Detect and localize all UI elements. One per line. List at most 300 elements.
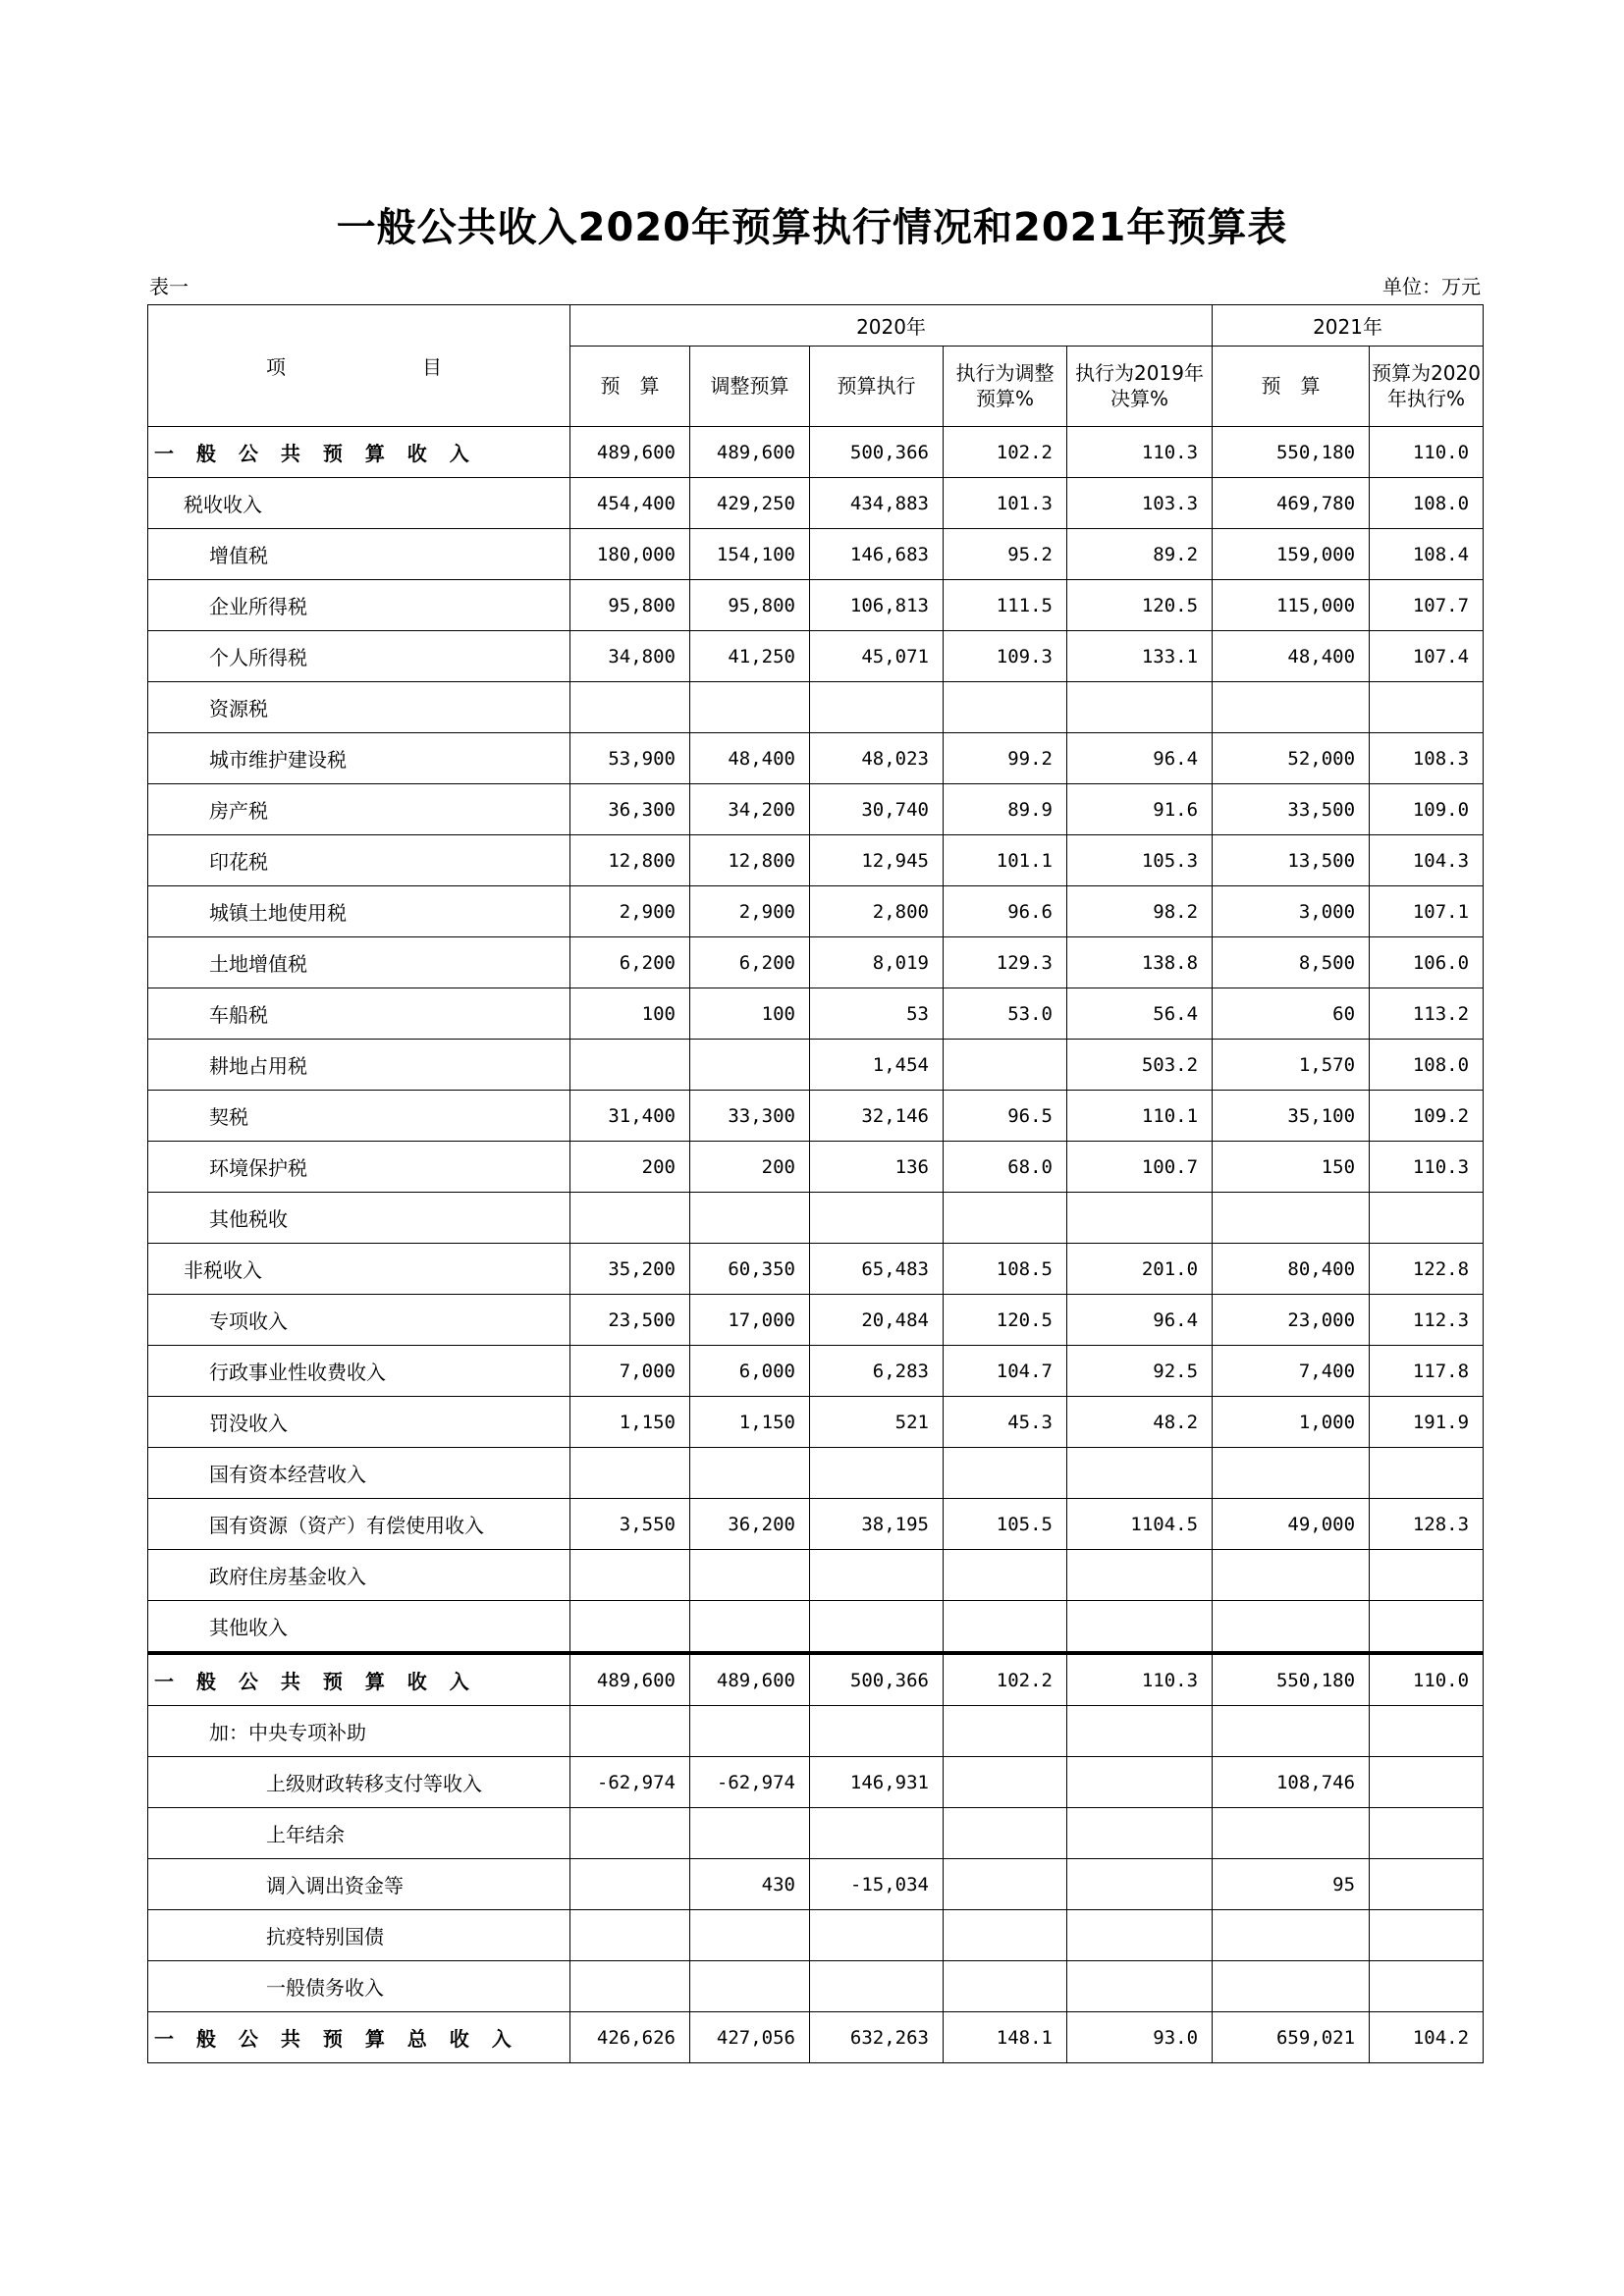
row-label: 车船税 [148, 988, 570, 1040]
cell-value: 91.6 [1067, 784, 1213, 835]
cell-value [1067, 682, 1213, 733]
table-row [148, 1550, 1484, 1601]
cell-value [1067, 1448, 1213, 1499]
table-row [148, 478, 1484, 529]
cell-value: 1104.5 [1067, 1499, 1213, 1550]
cell-value [810, 1961, 944, 2012]
cell-value [1213, 1808, 1370, 1859]
cell-value: 2,900 [690, 886, 810, 937]
cell-value [810, 682, 944, 733]
row-label: 资源税 [148, 682, 570, 733]
row-label: 契税 [148, 1091, 570, 1142]
cell-value: 454,400 [570, 478, 690, 529]
cell-value: 6,200 [570, 937, 690, 988]
cell-value: 7,000 [570, 1346, 690, 1397]
table-row [148, 1448, 1484, 1499]
cell-value: 110.3 [1067, 427, 1213, 478]
cell-value: 8,019 [810, 937, 944, 988]
cell-value: 180,000 [570, 529, 690, 580]
cell-value [1370, 1706, 1484, 1757]
cell-value [1213, 1961, 1370, 2012]
column-header-5: 执行为2019年 决算% [1067, 346, 1213, 426]
table-row [148, 682, 1484, 733]
cell-value: 89.2 [1067, 529, 1213, 580]
cell-value: 68.0 [944, 1142, 1067, 1193]
cell-value: 20,484 [810, 1295, 944, 1346]
cell-value [944, 1550, 1067, 1601]
cell-value [1067, 1550, 1213, 1601]
cell-value: 489,600 [570, 427, 690, 478]
table-row [148, 1961, 1484, 2012]
cell-value [944, 1448, 1067, 1499]
cell-value: 133.1 [1067, 631, 1213, 682]
cell-value [570, 682, 690, 733]
page-title: 一般公共收入2020年预算执行情况和2021年预算表 [336, 205, 1288, 250]
cell-value: 56.4 [1067, 988, 1213, 1040]
cell-value: 38,195 [810, 1499, 944, 1550]
cell-value [1370, 1910, 1484, 1961]
table-row [148, 886, 1484, 937]
cell-value: 48,400 [1213, 631, 1370, 682]
cell-value: 100 [570, 988, 690, 1040]
cell-value [1213, 1448, 1370, 1499]
cell-value: 36,300 [570, 784, 690, 835]
cell-value: 659,021 [1213, 2012, 1370, 2063]
cell-value: 93.0 [1067, 2012, 1213, 2063]
table-row [148, 631, 1484, 682]
row-label: 其他税收 [148, 1193, 570, 1244]
cell-value: 98.2 [1067, 886, 1213, 937]
cell-value: 150 [1213, 1142, 1370, 1193]
row-label: 城镇土地使用税 [148, 886, 570, 937]
row-label: 行政事业性收费收入 [148, 1346, 570, 1397]
header-item [148, 305, 570, 427]
cell-value: 36,200 [690, 1499, 810, 1550]
cell-value: 2,800 [810, 886, 944, 937]
row-label: 印花税 [148, 835, 570, 886]
cell-value: 95,800 [570, 580, 690, 631]
cell-value [690, 1910, 810, 1961]
cell-value [1067, 1859, 1213, 1910]
table-row [148, 1040, 1484, 1091]
row-label: 调入调出资金等 [148, 1859, 570, 1910]
cell-value [690, 1193, 810, 1244]
cell-value: 3,550 [570, 1499, 690, 1550]
cell-value: 108.3 [1370, 733, 1484, 784]
cell-value: 53 [810, 988, 944, 1040]
row-label: 非税收入 [148, 1244, 570, 1295]
cell-value: 434,883 [810, 478, 944, 529]
cell-value: 17,000 [690, 1295, 810, 1346]
cell-value: 53,900 [570, 733, 690, 784]
cell-value [690, 1706, 810, 1757]
cell-value: 2,900 [570, 886, 690, 937]
header-group-2021: 2021年 [1213, 305, 1484, 347]
cell-value [690, 682, 810, 733]
cell-value: 200 [690, 1142, 810, 1193]
cell-value: 109.2 [1370, 1091, 1484, 1142]
cell-value: 12,945 [810, 835, 944, 886]
table-row [148, 529, 1484, 580]
row-label: 国有资本经营收入 [148, 1448, 570, 1499]
table-row [148, 1757, 1484, 1808]
cell-value [944, 1859, 1067, 1910]
cell-value: 106,813 [810, 580, 944, 631]
cell-value: 103.3 [1067, 478, 1213, 529]
cell-value [1067, 1910, 1213, 1961]
cell-value: 33,300 [690, 1091, 810, 1142]
cell-value: 8,500 [1213, 937, 1370, 988]
cell-value: 120.5 [1067, 580, 1213, 631]
cell-value: -62,974 [690, 1757, 810, 1808]
cell-value: 201.0 [1067, 1244, 1213, 1295]
cell-value [944, 1961, 1067, 2012]
cell-value: 112.3 [1370, 1295, 1484, 1346]
cell-value: 108.5 [944, 1244, 1067, 1295]
cell-value: 1,150 [690, 1397, 810, 1448]
header-group-2020: 2020年 [570, 305, 1213, 347]
cell-value: 159,000 [1213, 529, 1370, 580]
cell-value [944, 1910, 1067, 1961]
cell-value: 6,000 [690, 1346, 810, 1397]
cell-value: 1,150 [570, 1397, 690, 1448]
cell-value: 500,366 [810, 427, 944, 478]
cell-value [570, 1448, 690, 1499]
cell-value [1370, 1550, 1484, 1601]
cell-value: 427,056 [690, 2012, 810, 2063]
cell-value: 146,683 [810, 529, 944, 580]
cell-value: 148.1 [944, 2012, 1067, 2063]
cell-value: 108.0 [1370, 1040, 1484, 1091]
cell-value [1370, 1448, 1484, 1499]
cell-value: -62,974 [570, 1757, 690, 1808]
table-row [148, 835, 1484, 886]
cell-value: 31,400 [570, 1091, 690, 1142]
cell-value: 96.5 [944, 1091, 1067, 1142]
cell-value: 138.8 [1067, 937, 1213, 988]
table-row [148, 1244, 1484, 1295]
cell-value: 12,800 [570, 835, 690, 886]
cell-value [570, 1550, 690, 1601]
cell-value: 102.2 [944, 427, 1067, 478]
cell-value: 108.0 [1370, 478, 1484, 529]
row-label: 一般债务收入 [148, 1961, 570, 2012]
cell-value [1370, 1601, 1484, 1654]
table-row [148, 1706, 1484, 1757]
cell-value: 110.1 [1067, 1091, 1213, 1142]
cell-value [1370, 1757, 1484, 1808]
cell-value: 120.5 [944, 1295, 1067, 1346]
cell-value [1213, 1910, 1370, 1961]
cell-value [690, 1961, 810, 2012]
cell-value: 108,746 [1213, 1757, 1370, 1808]
cell-value: 41,250 [690, 631, 810, 682]
cell-value: -15,034 [810, 1859, 944, 1910]
table-row [148, 2012, 1484, 2063]
cell-value: 101.1 [944, 835, 1067, 886]
cell-value [810, 1550, 944, 1601]
cell-value: 111.5 [944, 580, 1067, 631]
cell-value: 1,454 [810, 1040, 944, 1091]
cell-value: 96.4 [1067, 1295, 1213, 1346]
table-row [148, 1295, 1484, 1346]
row-label: 罚没收入 [148, 1397, 570, 1448]
cell-value: 136 [810, 1142, 944, 1193]
row-label: 加：中央专项补助 [148, 1706, 570, 1757]
cell-value: 34,200 [690, 784, 810, 835]
cell-value: 6,283 [810, 1346, 944, 1397]
cell-value: 500,366 [810, 1653, 944, 1706]
cell-value [570, 1706, 690, 1757]
row-label: 上级财政转移支付等收入 [148, 1757, 570, 1808]
cell-value: 23,000 [1213, 1295, 1370, 1346]
table-row [148, 1142, 1484, 1193]
cell-value [1067, 1193, 1213, 1244]
cell-value: 35,100 [1213, 1091, 1370, 1142]
cell-value: 95.2 [944, 529, 1067, 580]
cell-value: 32,146 [810, 1091, 944, 1142]
table-row [148, 988, 1484, 1040]
table-row [148, 1499, 1484, 1550]
cell-value: 128.3 [1370, 1499, 1484, 1550]
cell-value: 426,626 [570, 2012, 690, 2063]
cell-value: 30,740 [810, 784, 944, 835]
cell-value [1067, 1706, 1213, 1757]
cell-value: 550,180 [1213, 427, 1370, 478]
cell-value [944, 682, 1067, 733]
row-label: 抗疫特别国债 [148, 1910, 570, 1961]
cell-value: 550,180 [1213, 1653, 1370, 1706]
cell-value: 101.3 [944, 478, 1067, 529]
cell-value: 99.2 [944, 733, 1067, 784]
cell-value [810, 1910, 944, 1961]
row-label: 一 般 公 共 预 算 收 入 [148, 427, 570, 478]
cell-value [944, 1601, 1067, 1654]
cell-value [1213, 1706, 1370, 1757]
cell-value [570, 1193, 690, 1244]
cell-value: 106.0 [1370, 937, 1484, 988]
cell-value [944, 1757, 1067, 1808]
cell-value: 48,400 [690, 733, 810, 784]
cell-value [690, 1550, 810, 1601]
cell-value: 48.2 [1067, 1397, 1213, 1448]
cell-value: 115,000 [1213, 580, 1370, 631]
row-label: 企业所得税 [148, 580, 570, 631]
row-label: 一 般 公 共 预 算 总 收 入 [148, 2012, 570, 2063]
cell-value: 23,500 [570, 1295, 690, 1346]
cell-value [810, 1601, 944, 1654]
row-label: 城市维护建设税 [148, 733, 570, 784]
cell-value: 109.0 [1370, 784, 1484, 835]
cell-value: 100 [690, 988, 810, 1040]
cell-value: 96.4 [1067, 733, 1213, 784]
cell-value: 154,100 [690, 529, 810, 580]
cell-value [810, 1808, 944, 1859]
cell-value: 104.7 [944, 1346, 1067, 1397]
cell-value [690, 1448, 810, 1499]
budget-table [147, 304, 1484, 2063]
column-header-2: 调整预算 [690, 346, 810, 426]
cell-value: 105.3 [1067, 835, 1213, 886]
cell-value: 49,000 [1213, 1499, 1370, 1550]
column-header-4: 执行为调整 预算% [944, 346, 1067, 426]
cell-value [944, 1808, 1067, 1859]
header-item-char-2: 目 [422, 355, 442, 379]
table-row [148, 733, 1484, 784]
row-label: 一 般 公 共 预 算 收 入 [148, 1653, 570, 1706]
row-label: 环境保护税 [148, 1142, 570, 1193]
unit-label: 单位：万元 [1382, 275, 1481, 298]
table-row [148, 1397, 1484, 1448]
cell-value: 429,250 [690, 478, 810, 529]
cell-value [810, 1706, 944, 1757]
row-label: 耕地占用税 [148, 1040, 570, 1091]
cell-value [1067, 1808, 1213, 1859]
table-row [148, 580, 1484, 631]
table-row [148, 1808, 1484, 1859]
table-row [148, 937, 1484, 988]
cell-value: 1,570 [1213, 1040, 1370, 1091]
cell-value: 104.3 [1370, 835, 1484, 886]
cell-value: 113.2 [1370, 988, 1484, 1040]
cell-value: 60 [1213, 988, 1370, 1040]
cell-value: 110.0 [1370, 1653, 1484, 1706]
header-item-char-1: 项 [266, 355, 286, 379]
cell-value: 110.3 [1370, 1142, 1484, 1193]
cell-value: 129.3 [944, 937, 1067, 988]
cell-value: 430 [690, 1859, 810, 1910]
cell-value: 107.4 [1370, 631, 1484, 682]
cell-value: 105.5 [944, 1499, 1067, 1550]
table-row [148, 1346, 1484, 1397]
cell-value [690, 1601, 810, 1654]
cell-value [1067, 1757, 1213, 1808]
cell-value: 95 [1213, 1859, 1370, 1910]
cell-value: 34,800 [570, 631, 690, 682]
cell-value: 89.9 [944, 784, 1067, 835]
table-row [148, 427, 1484, 478]
header-row-1 [148, 305, 1484, 347]
row-label: 专项收入 [148, 1295, 570, 1346]
table-row [148, 1601, 1484, 1654]
cell-value [1370, 1961, 1484, 2012]
cell-value: 95,800 [690, 580, 810, 631]
cell-value [1213, 682, 1370, 733]
cell-value: 13,500 [1213, 835, 1370, 886]
cell-value: 12,800 [690, 835, 810, 886]
cell-value: 48,023 [810, 733, 944, 784]
cell-value: 521 [810, 1397, 944, 1448]
column-header-7: 预算为2020 年执行% [1370, 346, 1484, 426]
cell-value [1370, 1193, 1484, 1244]
cell-value: 108.4 [1370, 529, 1484, 580]
cell-value [944, 1706, 1067, 1757]
cell-value [944, 1193, 1067, 1244]
cell-value [570, 1808, 690, 1859]
row-label: 房产税 [148, 784, 570, 835]
cell-value: 7,400 [1213, 1346, 1370, 1397]
cell-value: 65,483 [810, 1244, 944, 1295]
cell-value: 102.2 [944, 1653, 1067, 1706]
column-header-6: 预 算 [1213, 346, 1370, 426]
cell-value [1213, 1193, 1370, 1244]
cell-value: 107.7 [1370, 580, 1484, 631]
cell-value: 104.2 [1370, 2012, 1484, 2063]
row-label: 增值税 [148, 529, 570, 580]
cell-value: 489,600 [690, 1653, 810, 1706]
column-header-1: 预 算 [570, 346, 690, 426]
cell-value: 100.7 [1067, 1142, 1213, 1193]
cell-value: 110.0 [1370, 427, 1484, 478]
table-number: 表一 [149, 275, 189, 298]
cell-value [1213, 1601, 1370, 1654]
cell-value: 632,263 [810, 2012, 944, 2063]
cell-value: 92.5 [1067, 1346, 1213, 1397]
row-label: 国有资源（资产）有偿使用收入 [148, 1499, 570, 1550]
row-label: 个人所得税 [148, 631, 570, 682]
row-label: 土地增值税 [148, 937, 570, 988]
table-row [148, 784, 1484, 835]
cell-value: 107.1 [1370, 886, 1484, 937]
cell-value [1370, 1859, 1484, 1910]
cell-value [1370, 1808, 1484, 1859]
cell-value [1370, 682, 1484, 733]
cell-value: 122.8 [1370, 1244, 1484, 1295]
table-row [148, 1859, 1484, 1910]
cell-value [810, 1193, 944, 1244]
cell-value: 45,071 [810, 631, 944, 682]
cell-value [570, 1040, 690, 1091]
cell-value [810, 1448, 944, 1499]
cell-value: 489,600 [570, 1653, 690, 1706]
cell-value: 52,000 [1213, 733, 1370, 784]
table-row [148, 1910, 1484, 1961]
cell-value: 60,350 [690, 1244, 810, 1295]
cell-value [570, 1859, 690, 1910]
cell-value: 53.0 [944, 988, 1067, 1040]
table-row [148, 1091, 1484, 1142]
cell-value [1067, 1961, 1213, 2012]
cell-value: 45.3 [944, 1397, 1067, 1448]
cell-value [1067, 1601, 1213, 1654]
table-row [148, 1193, 1484, 1244]
cell-value: 117.8 [1370, 1346, 1484, 1397]
cell-value [690, 1040, 810, 1091]
cell-value: 1,000 [1213, 1397, 1370, 1448]
cell-value: 469,780 [1213, 478, 1370, 529]
cell-value [944, 1040, 1067, 1091]
cell-value [690, 1808, 810, 1859]
row-label: 上年结余 [148, 1808, 570, 1859]
cell-value: 146,931 [810, 1757, 944, 1808]
cell-value: 503.2 [1067, 1040, 1213, 1091]
cell-value: 6,200 [690, 937, 810, 988]
cell-value [570, 1601, 690, 1654]
cell-value: 109.3 [944, 631, 1067, 682]
row-label: 税收收入 [148, 478, 570, 529]
cell-value [1213, 1550, 1370, 1601]
cell-value: 489,600 [690, 427, 810, 478]
cell-value [570, 1961, 690, 2012]
table-row [148, 1653, 1484, 1706]
cell-value: 96.6 [944, 886, 1067, 937]
cell-value: 80,400 [1213, 1244, 1370, 1295]
cell-value: 35,200 [570, 1244, 690, 1295]
cell-value: 3,000 [1213, 886, 1370, 937]
column-header-3: 预算执行 [810, 346, 944, 426]
cell-value: 33,500 [1213, 784, 1370, 835]
row-label: 政府住房基金收入 [148, 1550, 570, 1601]
